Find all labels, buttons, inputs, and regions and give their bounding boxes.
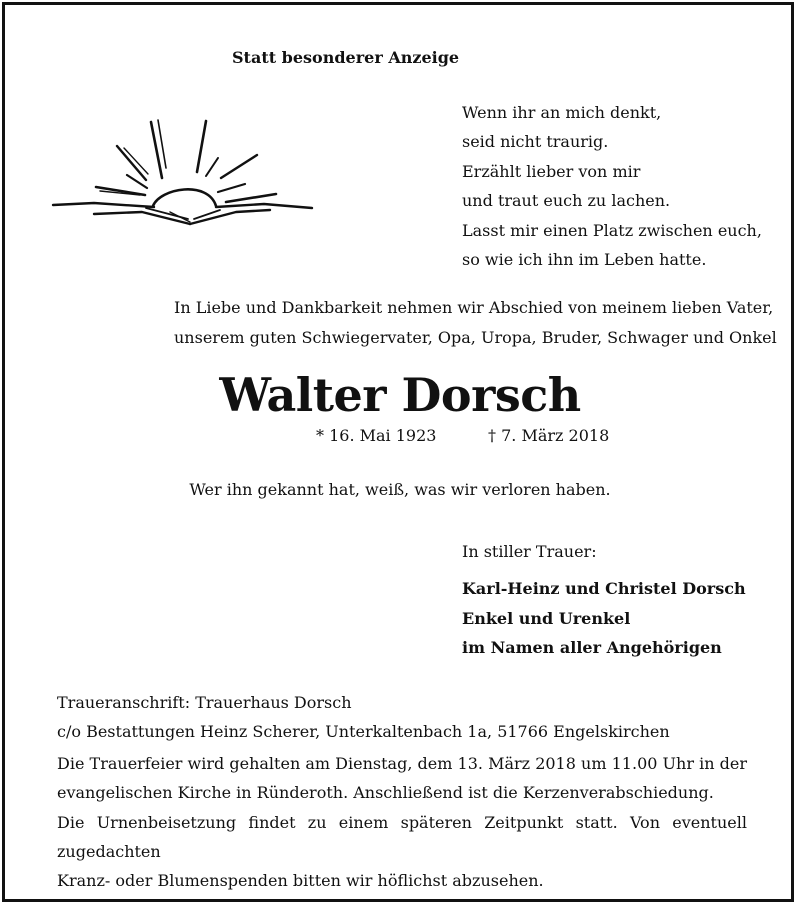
- ceremony-line: Die Urnenbeisetzung findet zu einem späteren Zeitpunkt statt. Von eventuell zugedachten: [57, 812, 747, 861]
- ceremony-line: Kranz- oder Blumenspenden bitten wir höflichst abzusehen.: [57, 871, 544, 891]
- notice-header: Statt besonderer Anzeige: [232, 48, 460, 67]
- mourner-line: Enkel und Urenkel: [462, 608, 631, 628]
- poem: [462, 98, 762, 274]
- mourning-address: [57, 688, 670, 746]
- intro-line: In Liebe und Dankbarkeit nehmen wir Abschied von meinem lieben Vater,: [174, 298, 774, 317]
- mourners-list: [462, 574, 746, 663]
- deceased-name: Walter Dorsch: [219, 368, 581, 422]
- intro-line: unserem guten Schwiegervater, Opa, Uropa, Bruder, Schwager und Onkel: [174, 327, 777, 347]
- ceremony-line: evangelischen Kirche in Ründeroth. Anschließend ist die Kerzenverabschiedung.: [57, 783, 714, 803]
- ceremony-info: [57, 749, 747, 895]
- birth-date: * 16. Mai 1923: [316, 426, 437, 445]
- ceremony-line: Die Trauerfeier wird gehalten am Dienstag, dem 13. März 2018 um 11.00 Uhr in der: [57, 754, 747, 773]
- address-line: c/o Bestattungen Heinz Scherer, Unterkaltenbach 1a, 51766 Engelskirchen: [57, 722, 670, 741]
- mourner-line: im Namen aller Angehörigen: [462, 638, 722, 657]
- poem-line: Erzählt lieber von mir: [462, 161, 641, 181]
- mourner-line: Karl-Heinz und Christel Dorsch: [462, 579, 746, 598]
- sunrise-drawing-icon: [50, 118, 320, 230]
- mourning-label: In stiller Trauer:: [462, 542, 597, 561]
- poem-line: Wenn ihr an mich denkt,: [462, 103, 662, 122]
- poem-line: Lasst mir einen Platz zwischen euch,: [462, 220, 762, 240]
- poem-line: seid nicht traurig.: [462, 132, 609, 152]
- memorial-quote: Wer ihn gekannt hat, weiß, was wir verloren haben.: [189, 480, 611, 499]
- address-line: Traueranschrift: Trauerhaus Dorsch: [57, 693, 352, 712]
- poem-line: und traut euch zu lachen.: [462, 191, 671, 211]
- intro-text: [174, 293, 777, 352]
- death-date: † 7. März 2018: [488, 426, 610, 445]
- poem-line: so wie ich ihn im Leben hatte.: [462, 250, 707, 270]
